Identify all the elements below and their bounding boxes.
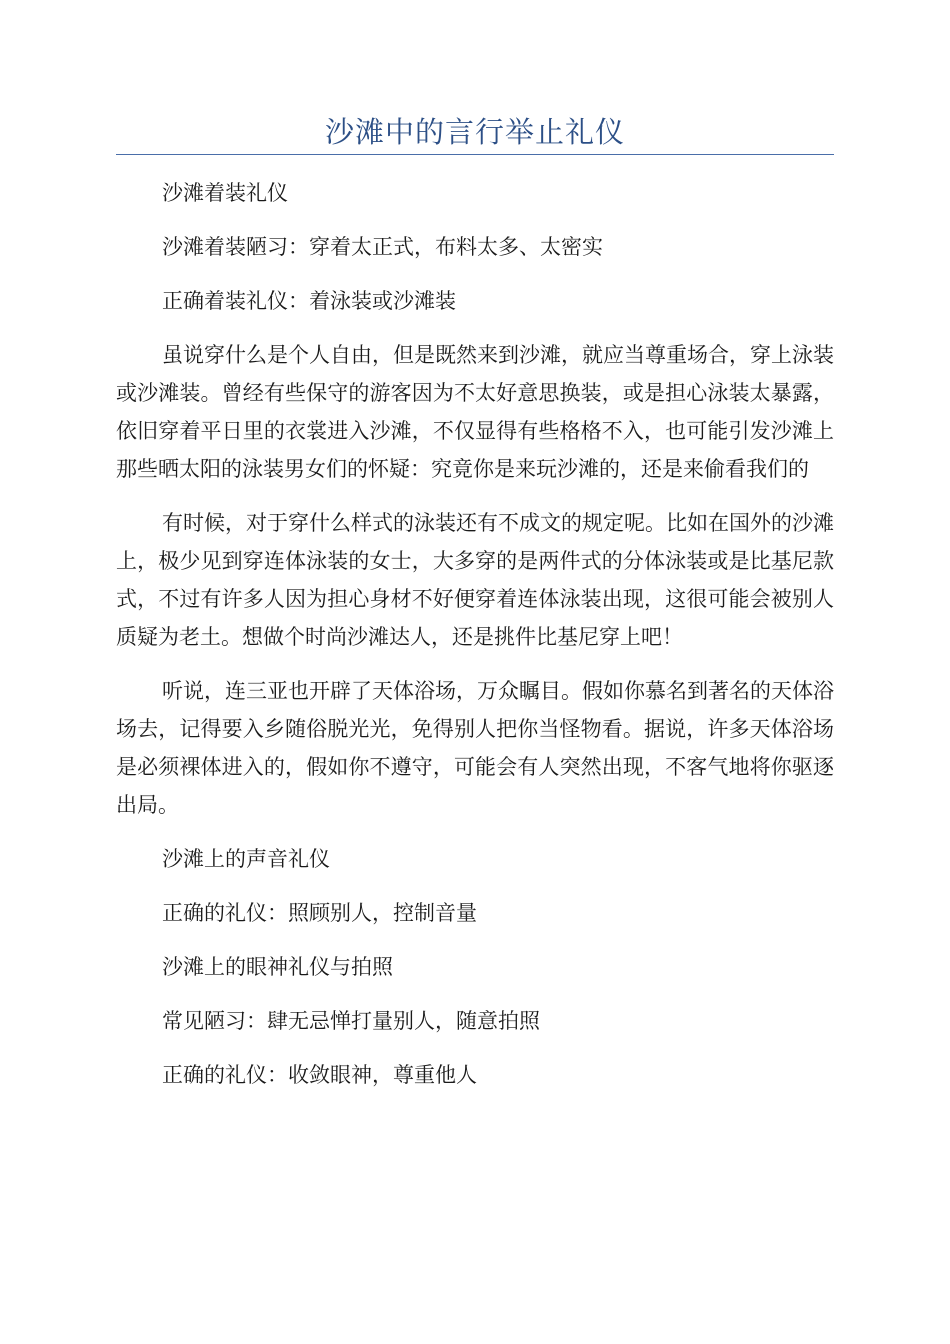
paragraph: 沙滩着装陋习：穿着太正式，布料太多、太密实 — [162, 235, 603, 259]
document-title: 沙滩中的言行举止礼仪 — [324, 115, 625, 149]
title-underline — [116, 154, 834, 155]
paragraph: 虽说穿什么是个人自由，但是既然来到沙滩，就应当尊重场合，穿上泳装或沙滩装。曾经有些保守的游客因为不太好意思换装，或是担心泳装太暴露，依旧穿着平日里的衣裳进入沙滩，不仅显得有些格格不入，也可能引发沙滩上那些晒太阳的泳装男女们的怀疑：究竟你是来玩沙滩的，还是来偷看我们的 — [116, 343, 834, 481]
paragraph-section-heading: 沙滩上的声音礼仪 — [162, 847, 330, 871]
paragraph: 听说，连三亚也开辟了天体浴场，万众瞩目。假如你慕名到著名的天体浴场去，记得要入乡随俗脱光光，免得别人把你当怪物看。据说，许多天体浴场是必须裸体进入的，假如你不遵守，可能会有人突然出现，不客气地将你驱逐出局。 — [116, 679, 834, 817]
paragraph-section-heading: 沙滩着装礼仪 — [162, 181, 288, 205]
paragraph: 正确的礼仪：收敛眼神，尊重他人 — [162, 1063, 477, 1087]
document-body — [116, 174, 834, 1110]
paragraph: 常见陋习：肆无忌惮打量别人，随意拍照 — [162, 1009, 540, 1033]
paragraph: 有时候，对于穿什么样式的泳装还有不成文的规定呢。比如在国外的沙滩上，极少见到穿连体泳装的女士，大多穿的是两件式的分体泳装或是比基尼款式，不过有许多人因为担心身材不好便穿着连体泳装出现，这很可能会被别人质疑为老土。想做个时尚沙滩达人，还是挑件比基尼穿上吧！ — [116, 511, 834, 649]
paragraph: 正确着装礼仪：着泳装或沙滩装 — [162, 289, 456, 313]
paragraph-section-heading: 沙滩上的眼神礼仪与拍照 — [162, 955, 393, 979]
paragraph: 正确的礼仪：照顾别人，控制音量 — [162, 901, 477, 925]
